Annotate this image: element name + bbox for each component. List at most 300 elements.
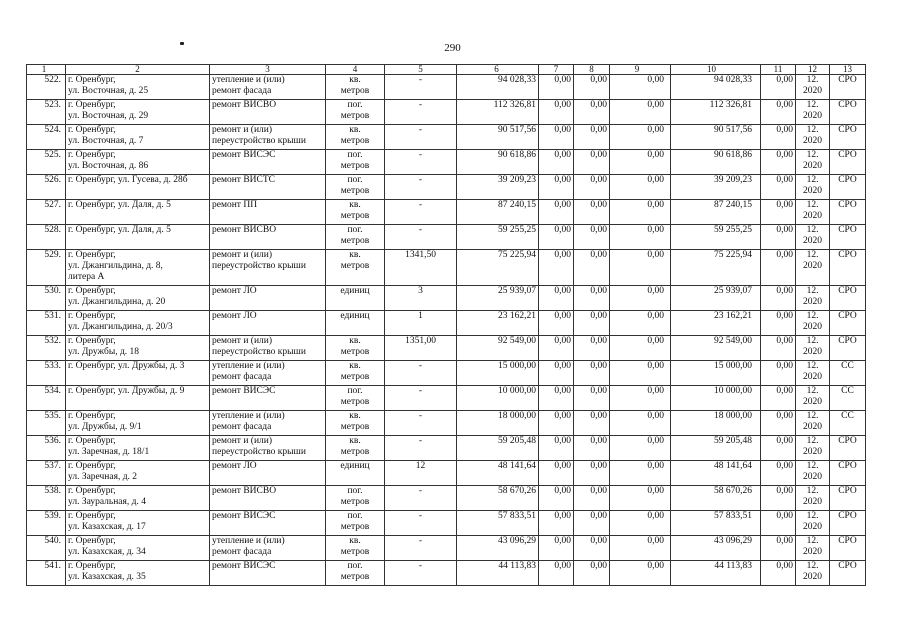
total-cost: 75 225,94 <box>457 250 539 286</box>
address-line: г. Оренбург, ул. Даля, д. 5 <box>68 200 171 210</box>
column-header: 13 <box>830 65 866 75</box>
cost-col-10: 23 162,21 <box>671 311 761 336</box>
total-cost: 18 000,00 <box>457 411 539 436</box>
cost-col-11: 0,00 <box>761 511 796 536</box>
address <box>66 311 210 336</box>
table-row <box>27 200 866 225</box>
method-code: СРО <box>830 75 866 100</box>
quantity: - <box>385 411 457 436</box>
cost-col-11: 0,00 <box>761 461 796 486</box>
column-header: 1 <box>27 65 66 75</box>
table-row <box>27 225 866 250</box>
work-type <box>210 100 326 125</box>
unit-line: метров <box>340 347 370 357</box>
work-type-line <box>212 186 323 197</box>
completion-term <box>796 175 830 200</box>
cost-col-9: 0,00 <box>610 361 671 386</box>
cost-col-9: 0,00 <box>610 436 671 461</box>
total-cost: 10 000,00 <box>457 386 539 411</box>
cost-col-9: 0,00 <box>610 536 671 561</box>
work-type-line <box>212 297 323 308</box>
work-type-line: ремонт и (или) <box>212 436 273 446</box>
row-number: 524. <box>27 125 66 150</box>
completion-term-line: 12. <box>806 336 819 346</box>
work-type <box>210 311 326 336</box>
cost-col-11: 0,00 <box>761 386 796 411</box>
completion-term <box>796 225 830 250</box>
work-type <box>210 411 326 436</box>
unit-line <box>328 472 382 483</box>
unit-line: пог. <box>347 175 363 185</box>
work-type <box>210 511 326 536</box>
row-number: 526. <box>27 175 66 200</box>
total-cost: 48 141,64 <box>457 461 539 486</box>
cost-col-8: 0,00 <box>574 200 610 225</box>
column-header: 12 <box>796 65 830 75</box>
completion-term <box>796 200 830 225</box>
address-line: ул. Восточная, д. 86 <box>68 161 149 171</box>
column-header: 5 <box>385 65 457 75</box>
total-cost: 23 162,21 <box>457 311 539 336</box>
row-number: 523. <box>27 100 66 125</box>
address-line <box>68 236 207 247</box>
completion-term <box>796 361 830 386</box>
work-type-line: ремонт ВИСЭС <box>212 150 276 160</box>
completion-term <box>796 250 830 286</box>
completion-term-line: 2020 <box>803 86 822 96</box>
completion-term-line: 2020 <box>803 161 822 171</box>
address <box>66 150 210 175</box>
cost-col-10: 112 326,81 <box>671 100 761 125</box>
completion-term <box>796 436 830 461</box>
unit-line: метров <box>340 186 370 196</box>
scan-speck <box>180 42 184 45</box>
cost-col-8: 0,00 <box>574 100 610 125</box>
unit-line: пог. <box>347 511 363 521</box>
unit <box>326 250 385 286</box>
total-cost: 39 209,23 <box>457 175 539 200</box>
unit-line: метров <box>340 161 370 171</box>
unit-line: метров <box>340 422 370 432</box>
method-code: СРО <box>830 250 866 286</box>
cost-col-8: 0,00 <box>574 486 610 511</box>
quantity: 3 <box>385 286 457 311</box>
unit-line <box>328 297 382 308</box>
unit-line: метров <box>340 136 370 146</box>
address <box>66 561 210 586</box>
total-cost: 44 113,83 <box>457 561 539 586</box>
table-row <box>27 461 866 486</box>
column-header: 7 <box>539 65 574 75</box>
cost-col-10: 10 000,00 <box>671 386 761 411</box>
unit-line: метров <box>340 111 370 121</box>
completion-term <box>796 461 830 486</box>
address <box>66 100 210 125</box>
cost-col-10: 57 833,51 <box>671 511 761 536</box>
unit-line: кв. <box>349 200 361 210</box>
work-type-line: ремонт ВИСЭС <box>212 561 276 571</box>
unit <box>326 361 385 386</box>
completion-term-line: 12. <box>806 486 819 496</box>
method-code: СРО <box>830 175 866 200</box>
row-number: 525. <box>27 150 66 175</box>
cost-col-10: 90 618,86 <box>671 150 761 175</box>
cost-col-9: 0,00 <box>610 100 671 125</box>
total-cost: 92 549,00 <box>457 336 539 361</box>
completion-term <box>796 100 830 125</box>
method-code: СРО <box>830 561 866 586</box>
cost-col-7: 0,00 <box>539 75 574 100</box>
address-line: г. Оренбург, ул. Гусева, д. 28б <box>68 175 188 185</box>
column-header: 2 <box>66 65 210 75</box>
unit-line: кв. <box>349 536 361 546</box>
unit <box>326 200 385 225</box>
row-number: 533. <box>27 361 66 386</box>
address-line: ул. Заречная, д. 2 <box>68 472 138 482</box>
row-number: 529. <box>27 250 66 286</box>
quantity: - <box>385 361 457 386</box>
work-type <box>210 200 326 225</box>
address-line: г. Оренбург, <box>68 411 116 421</box>
work-type-line: ремонт ПП <box>212 200 258 210</box>
address <box>66 286 210 311</box>
address-line: г. Оренбург, <box>68 250 116 260</box>
address-line: ул. Восточная, д. 29 <box>68 111 149 121</box>
cost-col-8: 0,00 <box>574 125 610 150</box>
row-number: 537. <box>27 461 66 486</box>
quantity: - <box>385 561 457 586</box>
address-line: ул. Дружбы, д. 18 <box>68 347 140 357</box>
table-row <box>27 386 866 411</box>
table-row <box>27 75 866 100</box>
unit <box>326 411 385 436</box>
completion-term-line: 2020 <box>803 472 822 482</box>
total-cost: 112 326,81 <box>457 100 539 125</box>
cost-col-10: 39 209,23 <box>671 175 761 200</box>
unit-line: кв. <box>349 125 361 135</box>
completion-term-line: 2020 <box>803 372 822 382</box>
method-code: СРО <box>830 100 866 125</box>
cost-col-7: 0,00 <box>539 386 574 411</box>
completion-term <box>796 286 830 311</box>
quantity: 1 <box>385 311 457 336</box>
unit-line: единиц <box>340 286 370 296</box>
method-code: СРО <box>830 125 866 150</box>
cost-col-10: 59 255,25 <box>671 225 761 250</box>
page-number: 290 <box>444 42 461 54</box>
unit-line: метров <box>340 522 370 532</box>
cost-col-7: 0,00 <box>539 361 574 386</box>
address-line: г. Оренбург, <box>68 286 116 296</box>
work-type <box>210 561 326 586</box>
address-line: г. Оренбург, <box>68 536 116 546</box>
method-code: СС <box>830 386 866 411</box>
total-cost: 90 618,86 <box>457 150 539 175</box>
table-row <box>27 286 866 311</box>
cost-col-11: 0,00 <box>761 361 796 386</box>
work-type-line <box>212 111 323 122</box>
completion-term-line: 2020 <box>803 547 822 557</box>
address-line: г. Оренбург, ул. Даля, д. 5 <box>68 225 171 235</box>
table-row <box>27 361 866 386</box>
method-code: СС <box>830 411 866 436</box>
cost-col-10: 90 517,56 <box>671 125 761 150</box>
cost-col-11: 0,00 <box>761 225 796 250</box>
cost-col-9: 0,00 <box>610 336 671 361</box>
cost-col-11: 0,00 <box>761 486 796 511</box>
completion-term-line: 2020 <box>803 136 822 146</box>
unit-line: метров <box>340 497 370 507</box>
cost-col-9: 0,00 <box>610 75 671 100</box>
cost-col-7: 0,00 <box>539 336 574 361</box>
cost-col-11: 0,00 <box>761 286 796 311</box>
cost-col-10: 15 000,00 <box>671 361 761 386</box>
completion-term-line: 2020 <box>803 261 822 271</box>
address-line <box>68 211 207 222</box>
unit-line: кв. <box>349 411 361 421</box>
unit <box>326 336 385 361</box>
column-header: 6 <box>457 65 539 75</box>
cost-col-8: 0,00 <box>574 250 610 286</box>
unit-line <box>328 322 382 333</box>
work-type-line: переустройство крыши <box>212 261 306 271</box>
completion-term-line: 2020 <box>803 522 822 532</box>
completion-term-line: 2020 <box>803 322 822 332</box>
unit-line: пог. <box>347 100 363 110</box>
unit-line: единиц <box>340 461 370 471</box>
address-line: г. Оренбург, <box>68 486 116 496</box>
cost-col-8: 0,00 <box>574 561 610 586</box>
cost-col-8: 0,00 <box>574 436 610 461</box>
method-code: СРО <box>830 150 866 175</box>
table-row <box>27 436 866 461</box>
completion-term-line: 2020 <box>803 211 822 221</box>
cost-col-11: 0,00 <box>761 561 796 586</box>
address-line <box>68 186 207 197</box>
cost-col-9: 0,00 <box>610 125 671 150</box>
table-row <box>27 411 866 436</box>
cost-col-8: 0,00 <box>574 461 610 486</box>
unit <box>326 225 385 250</box>
work-type-line: ремонт и (или) <box>212 336 273 346</box>
address-line: ул. Джангильдина, д. 20/3 <box>68 322 173 332</box>
column-header: 10 <box>671 65 761 75</box>
cost-col-9: 0,00 <box>610 311 671 336</box>
method-code: СРО <box>830 461 866 486</box>
cost-col-11: 0,00 <box>761 411 796 436</box>
unit-line: метров <box>340 261 370 271</box>
cost-col-7: 0,00 <box>539 511 574 536</box>
row-number: 539. <box>27 511 66 536</box>
completion-term <box>796 411 830 436</box>
work-type <box>210 150 326 175</box>
cost-col-10: 75 225,94 <box>671 250 761 286</box>
completion-term-line: 12. <box>806 511 819 521</box>
unit <box>326 536 385 561</box>
quantity: - <box>385 225 457 250</box>
address <box>66 361 210 386</box>
cost-col-10: 18 000,00 <box>671 411 761 436</box>
total-cost: 25 939,07 <box>457 286 539 311</box>
unit-line: метров <box>340 372 370 382</box>
unit-line: пог. <box>347 225 363 235</box>
unit-line: метров <box>340 397 370 407</box>
address-line: ул. Казахская, д. 17 <box>68 522 146 532</box>
cost-col-9: 0,00 <box>610 225 671 250</box>
table-row <box>27 311 866 336</box>
repair-schedule-table <box>26 64 866 586</box>
address <box>66 461 210 486</box>
cost-col-11: 0,00 <box>761 75 796 100</box>
unit-line: метров <box>340 547 370 557</box>
address-line: г. Оренбург, <box>68 436 116 446</box>
row-number: 522. <box>27 75 66 100</box>
work-type-line <box>212 211 323 222</box>
completion-term-line: 12. <box>806 175 819 185</box>
completion-term-line: 12. <box>806 411 819 421</box>
work-type-line: ремонт ВИСТС <box>212 175 276 185</box>
address <box>66 511 210 536</box>
method-code: СРО <box>830 536 866 561</box>
cost-col-9: 0,00 <box>610 386 671 411</box>
unit <box>326 175 385 200</box>
address <box>66 250 210 286</box>
table-row <box>27 536 866 561</box>
cost-col-8: 0,00 <box>574 75 610 100</box>
unit-line: пог. <box>347 486 363 496</box>
completion-term-line: 12. <box>806 125 819 135</box>
work-type-line <box>212 161 323 172</box>
work-type-line: утепление и (или) <box>212 536 285 546</box>
work-type <box>210 336 326 361</box>
cost-col-9: 0,00 <box>610 486 671 511</box>
method-code: СРО <box>830 311 866 336</box>
quantity: - <box>385 75 457 100</box>
completion-term <box>796 336 830 361</box>
cost-col-8: 0,00 <box>574 286 610 311</box>
unit-line: пог. <box>347 561 363 571</box>
cost-col-10: 59 205,48 <box>671 436 761 461</box>
unit-line: метров <box>340 236 370 246</box>
cost-col-8: 0,00 <box>574 411 610 436</box>
total-cost: 43 096,29 <box>457 536 539 561</box>
table-row <box>27 486 866 511</box>
completion-term-line: 12. <box>806 361 819 371</box>
cost-col-10: 44 113,83 <box>671 561 761 586</box>
cost-col-7: 0,00 <box>539 125 574 150</box>
address <box>66 225 210 250</box>
completion-term-line: 2020 <box>803 236 822 246</box>
address <box>66 175 210 200</box>
column-header: 9 <box>610 65 671 75</box>
work-type <box>210 536 326 561</box>
work-type-line: ремонт ВИСВО <box>212 100 277 110</box>
column-header: 3 <box>210 65 326 75</box>
work-type-line: ремонт ВИСВО <box>212 225 277 235</box>
unit <box>326 486 385 511</box>
unit-line: пог. <box>347 386 363 396</box>
completion-term-line: 12. <box>806 200 819 210</box>
method-code: СРО <box>830 436 866 461</box>
cost-col-8: 0,00 <box>574 175 610 200</box>
completion-term <box>796 125 830 150</box>
cost-col-11: 0,00 <box>761 250 796 286</box>
quantity: 1351,00 <box>385 336 457 361</box>
work-type-line: ремонт ЛО <box>212 461 257 471</box>
total-cost: 87 240,15 <box>457 200 539 225</box>
address <box>66 486 210 511</box>
address <box>66 200 210 225</box>
unit-line: единиц <box>340 311 370 321</box>
address-line <box>68 372 207 383</box>
cost-col-11: 0,00 <box>761 200 796 225</box>
work-type-line: утепление и (или) <box>212 75 285 85</box>
work-type <box>210 361 326 386</box>
method-code: СРО <box>830 286 866 311</box>
unit-line: кв. <box>349 361 361 371</box>
completion-term-line: 2020 <box>803 347 822 357</box>
cost-col-10: 43 096,29 <box>671 536 761 561</box>
unit-line: метров <box>340 211 370 221</box>
completion-term <box>796 486 830 511</box>
cost-col-7: 0,00 <box>539 436 574 461</box>
completion-term-line: 2020 <box>803 447 822 457</box>
table-row <box>27 175 866 200</box>
work-type-line: ремонт ВИСВО <box>212 486 277 496</box>
method-code: СРО <box>830 225 866 250</box>
cost-col-9: 0,00 <box>610 411 671 436</box>
unit <box>326 75 385 100</box>
address-line: ул. Казахская, д. 34 <box>68 547 146 557</box>
address-line: ул. Джангильдина, д. 20 <box>68 297 166 307</box>
work-type-line: ремонт фасада <box>212 86 272 96</box>
row-number: 538. <box>27 486 66 511</box>
table-row <box>27 511 866 536</box>
address-line: г. Оренбург, <box>68 311 116 321</box>
quantity: 1341,50 <box>385 250 457 286</box>
quantity: - <box>385 200 457 225</box>
table-row <box>27 561 866 586</box>
address-line: г. Оренбург, <box>68 75 116 85</box>
work-type-line: утепление и (или) <box>212 411 285 421</box>
cost-col-11: 0,00 <box>761 336 796 361</box>
total-cost: 15 000,00 <box>457 361 539 386</box>
address-line <box>68 397 207 408</box>
cost-col-9: 0,00 <box>610 511 671 536</box>
completion-term-line: 12. <box>806 150 819 160</box>
method-code: СРО <box>830 511 866 536</box>
address-line: г. Оренбург, <box>68 150 116 160</box>
cost-col-11: 0,00 <box>761 125 796 150</box>
cost-col-8: 0,00 <box>574 336 610 361</box>
work-type-line: ремонт ЛО <box>212 286 257 296</box>
work-type <box>210 486 326 511</box>
address <box>66 411 210 436</box>
cost-col-7: 0,00 <box>539 175 574 200</box>
address-line: ул. Казахская, д. 35 <box>68 572 146 582</box>
work-type <box>210 125 326 150</box>
row-number: 532. <box>27 336 66 361</box>
address-line: г. Оренбург, <box>68 336 116 346</box>
unit <box>326 461 385 486</box>
unit <box>326 100 385 125</box>
completion-term <box>796 511 830 536</box>
cost-col-11: 0,00 <box>761 100 796 125</box>
total-cost: 59 205,48 <box>457 436 539 461</box>
completion-term-line: 12. <box>806 461 819 471</box>
cost-col-7: 0,00 <box>539 461 574 486</box>
work-type-line: переустройство крыши <box>212 136 306 146</box>
